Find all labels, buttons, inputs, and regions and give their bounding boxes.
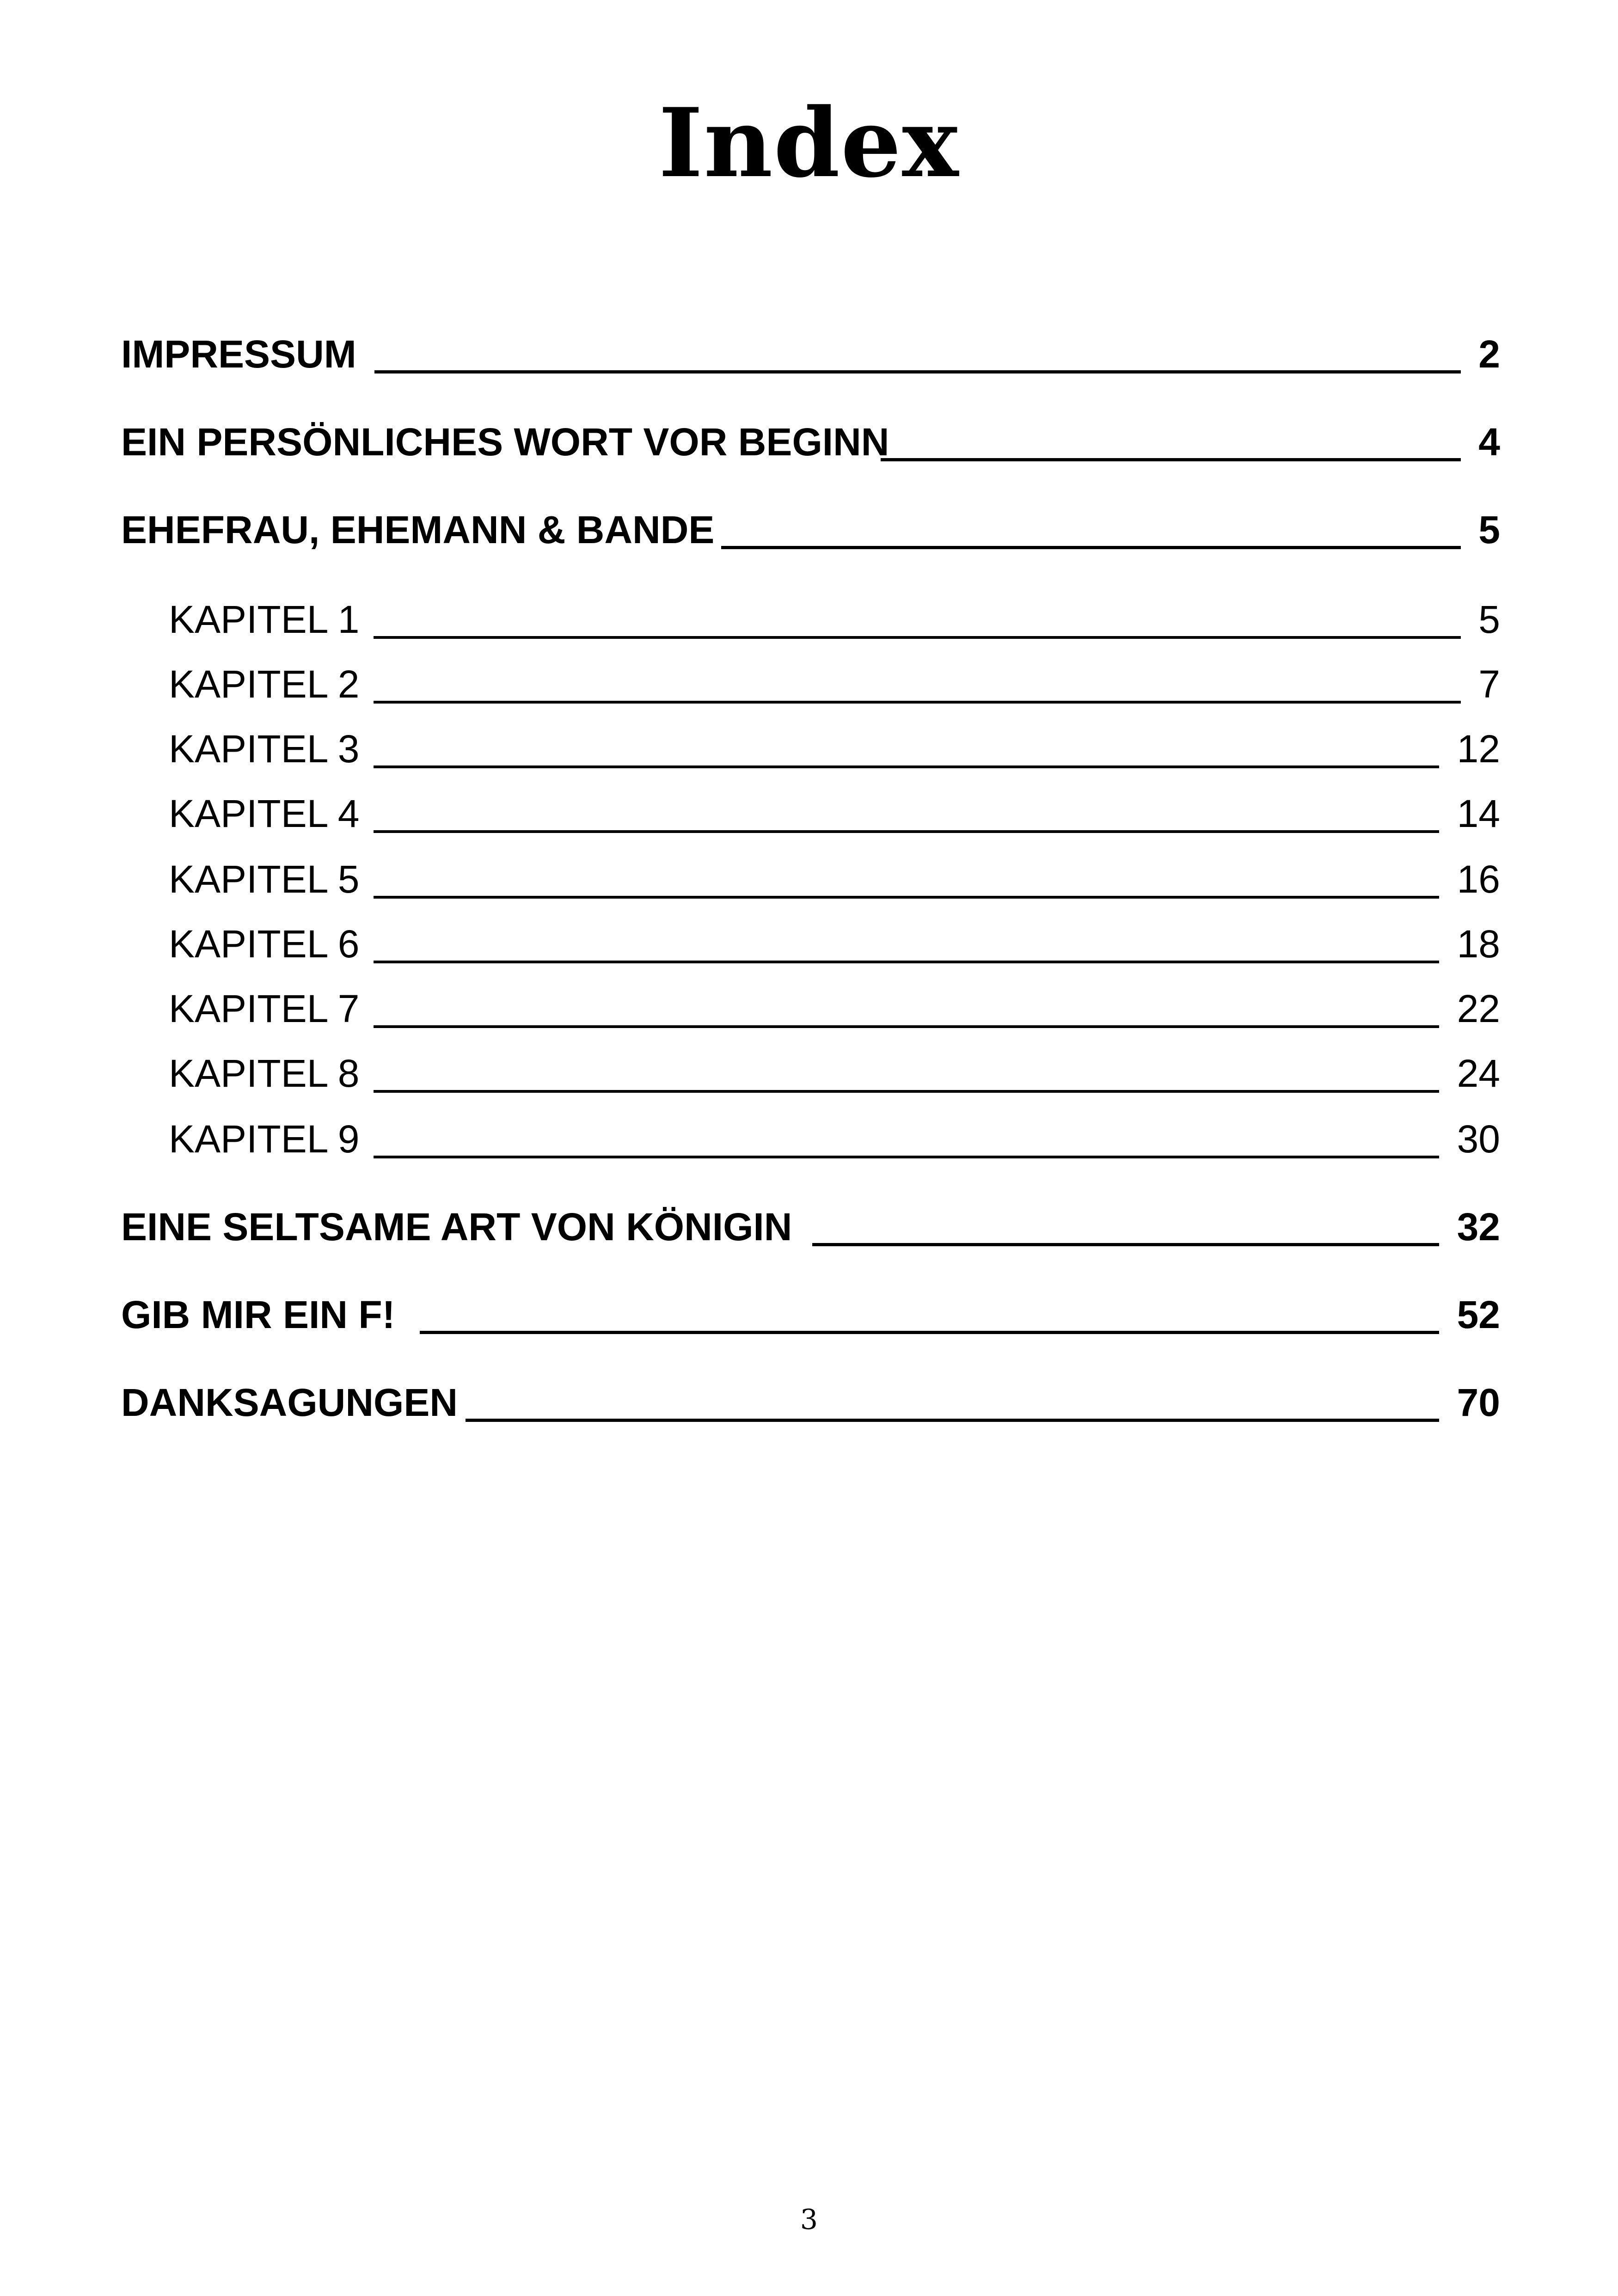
toc-leader-line — [374, 701, 1461, 704]
toc-entry-kapitel-4 — [169, 788, 1500, 843]
toc-leader-line — [374, 636, 1461, 639]
toc-leader-line — [374, 961, 1439, 963]
toc-entry-label: IMPRESSUM — [121, 332, 356, 376]
toc-entry-ehefrau-ehemann-bande — [121, 504, 1500, 559]
toc-leader-line — [466, 1419, 1439, 1422]
toc-leader-line — [374, 896, 1439, 899]
toc-entry-page: 30 — [1457, 1117, 1500, 1161]
toc-entry-page: 14 — [1457, 792, 1500, 835]
toc-entry-page: 2 — [1478, 332, 1500, 376]
toc-entry-kapitel-9 — [169, 1113, 1500, 1169]
toc-entry-label: KAPITEL 9 — [169, 1117, 360, 1161]
toc-entry-label: KAPITEL 2 — [169, 662, 360, 706]
toc-entry-persoenliches-wort — [121, 416, 1500, 471]
toc-leader-line — [420, 1331, 1439, 1334]
toc-entry-page: 5 — [1478, 598, 1500, 641]
toc-entry-page: 5 — [1478, 508, 1500, 551]
toc-entry-kapitel-7 — [169, 983, 1500, 1038]
toc-entry-page: 4 — [1478, 420, 1500, 464]
toc-entry-kapitel-2 — [169, 658, 1500, 714]
toc-leader-line — [374, 830, 1439, 833]
toc-leader-line — [374, 1156, 1439, 1158]
toc-entry-page: 24 — [1457, 1052, 1500, 1095]
toc-leader-line — [374, 1025, 1439, 1028]
toc-entry-page: 12 — [1457, 727, 1500, 771]
toc-entry-label: KAPITEL 6 — [169, 922, 360, 966]
toc-entry-kapitel-5 — [169, 853, 1500, 909]
toc-entry-kapitel-8 — [169, 1047, 1500, 1103]
toc-entry-page: 16 — [1457, 857, 1500, 901]
toc-entry-label: KAPITEL 4 — [169, 792, 360, 835]
toc-entry-page: 22 — [1457, 987, 1500, 1030]
toc-leader-line — [374, 765, 1439, 768]
toc-entry-label: KAPITEL 5 — [169, 857, 360, 901]
toc-entry-kapitel-1 — [169, 594, 1500, 649]
toc-entry-label: KAPITEL 3 — [169, 727, 360, 771]
toc-entry-kapitel-3 — [169, 723, 1500, 778]
toc-entry-gib-mir-ein-f — [121, 1289, 1500, 1344]
toc-entry-label: KAPITEL 8 — [169, 1052, 360, 1095]
toc-entry-page: 70 — [1457, 1381, 1500, 1424]
toc-leader-line — [812, 1243, 1439, 1246]
toc-entry-label: DANKSAGUNGEN — [121, 1381, 458, 1424]
toc-entry-label: EIN PERSÖNLICHES WORT VOR BEGINN — [121, 420, 889, 464]
toc-entry-label: EINE SELTSAME ART VON KÖNIGIN — [121, 1205, 792, 1249]
toc-leader-line — [881, 458, 1461, 461]
toc-entry-kapitel-6 — [169, 918, 1500, 974]
toc-entry-page: 52 — [1457, 1293, 1500, 1336]
toc-leader-line — [374, 1090, 1439, 1093]
toc-entry-label: EHEFRAU, EHEMANN & BANDE — [121, 508, 715, 551]
page-number: 3 — [800, 2204, 818, 2236]
toc-entry-page: 32 — [1457, 1205, 1500, 1249]
toc-entry-danksagungen — [121, 1377, 1500, 1432]
toc-entry-impressum — [121, 328, 1500, 384]
toc-entry-page: 18 — [1457, 922, 1500, 966]
toc-entry-label: KAPITEL 1 — [169, 598, 360, 641]
toc-entry-label: KAPITEL 7 — [169, 987, 360, 1030]
toc-entry-label: GIB MIR EIN F! — [121, 1293, 395, 1336]
toc-entry-seltsame-koenigin — [121, 1201, 1500, 1256]
toc-leader-line — [721, 546, 1461, 549]
toc-leader-line — [374, 370, 1461, 373]
toc-entry-page: 7 — [1478, 662, 1500, 706]
page-title: Index — [658, 88, 960, 199]
